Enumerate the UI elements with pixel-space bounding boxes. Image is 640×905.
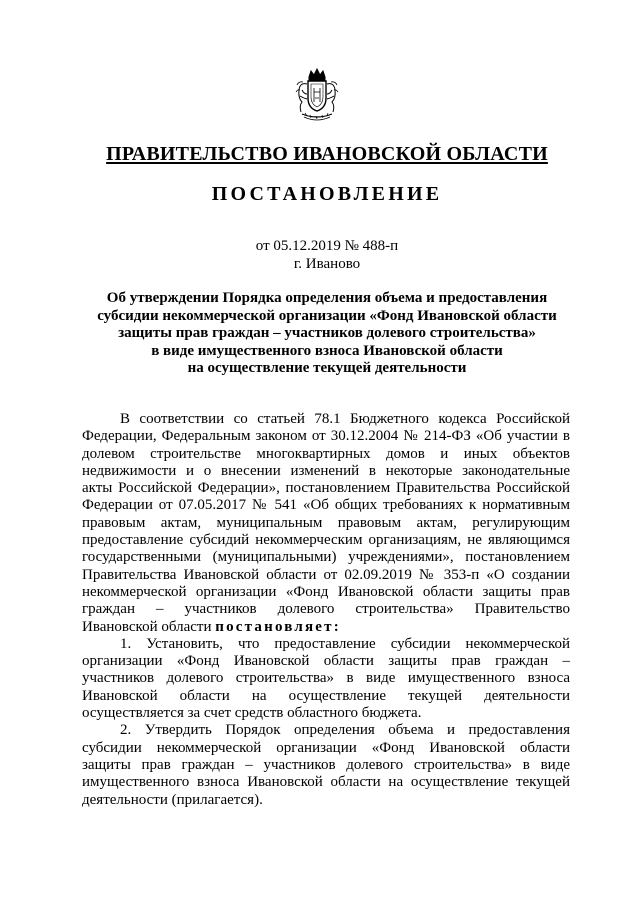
body-line: Федерации от 07.05.2017 № 541 «Об общих требованиях к нормативным <box>82 497 570 514</box>
item-2-paragraph <box>82 722 570 808</box>
body-line: осуществляется за счет средств областного бюджета. <box>82 705 422 722</box>
body-line: Ивановской области на осуществление текущей деятельности <box>82 687 570 704</box>
body-line: 2. Утвердить Порядок определения объема и предоставления <box>120 722 570 739</box>
body-line: граждан – участников долевого строительства» Правительство <box>82 601 570 618</box>
body-line: некоммерческой организации «Фонд Ивановской области защиты прав <box>82 583 570 600</box>
subject-line: субсидии некоммерческой организации «Фонд Ивановской области <box>97 307 557 324</box>
body-line: имущественного взноса Ивановской области на осуществление текущей <box>82 774 570 791</box>
subject-line: Об утверждении Порядка определения объема и предоставления <box>106 290 548 306</box>
document-body <box>82 411 570 809</box>
body-line: В соответствии со статьей 78.1 Бюджетного кодекса Российской <box>120 411 570 427</box>
body-line: 1. Установить, что предоставление субсидии некоммерческой <box>120 635 570 652</box>
document-type: ПОСТАНОВЛЕНИЕ <box>211 183 443 205</box>
government-title: ПРАВИТЕЛЬСТВО ИВАНОВСКОЙ ОБЛАСТИ <box>106 143 548 165</box>
body-line: акты Российской Федерации», постановлением Правительства Российской <box>82 480 570 497</box>
body-line: предоставление субсидий некоммерческим организациям, не являющимся <box>82 532 570 549</box>
body-line: участников долевого строительства» в виде имущественного взноса <box>82 670 570 687</box>
subject-line: в виде имущественного взноса Ивановской области <box>151 342 503 359</box>
body-line: правовым актам, муниципальным правовым актам, регулирующим <box>82 514 570 531</box>
body-line <box>82 619 570 636</box>
document-subject <box>60 290 594 378</box>
body-line: деятельности (прилагается). <box>82 791 263 808</box>
body-line: Правительства Ивановской области от 02.09.2019 № 353-п «О создании <box>82 566 570 583</box>
document-city: г. Иваново <box>293 256 361 272</box>
body-line: защиты прав граждан – участников долевого строительства» в виде <box>82 756 570 773</box>
item-1-paragraph <box>82 636 570 722</box>
body-line: организации «Фонд Ивановской области защиты прав граждан – <box>82 653 570 670</box>
body-line: недвижимости и о внесении изменений в некоторые законодательные <box>82 462 570 479</box>
coat-of-arms-icon <box>294 68 340 124</box>
resolves-word: постановляет: <box>215 618 341 635</box>
document-date-number: от 05.12.2019 № 488-п <box>255 238 399 254</box>
subject-line: на осуществление текущей деятельности <box>187 360 467 377</box>
body-line-prefix: Ивановской области <box>82 618 212 635</box>
preamble-paragraph <box>82 411 570 636</box>
subject-line: защиты прав граждан – участников долевого строительства» <box>118 325 536 342</box>
body-line: субсидии некоммерческой организации «Фонд Ивановской области <box>82 739 570 756</box>
body-line: государственными (муниципальными) учреждениями», постановлением <box>82 549 570 566</box>
body-line: долевом строительстве многоквартирных домов и иных объектов <box>82 445 570 462</box>
body-line: Федерации, Федеральным законом от 30.12.2004 № 214-ФЗ «Об участии в <box>82 428 570 445</box>
